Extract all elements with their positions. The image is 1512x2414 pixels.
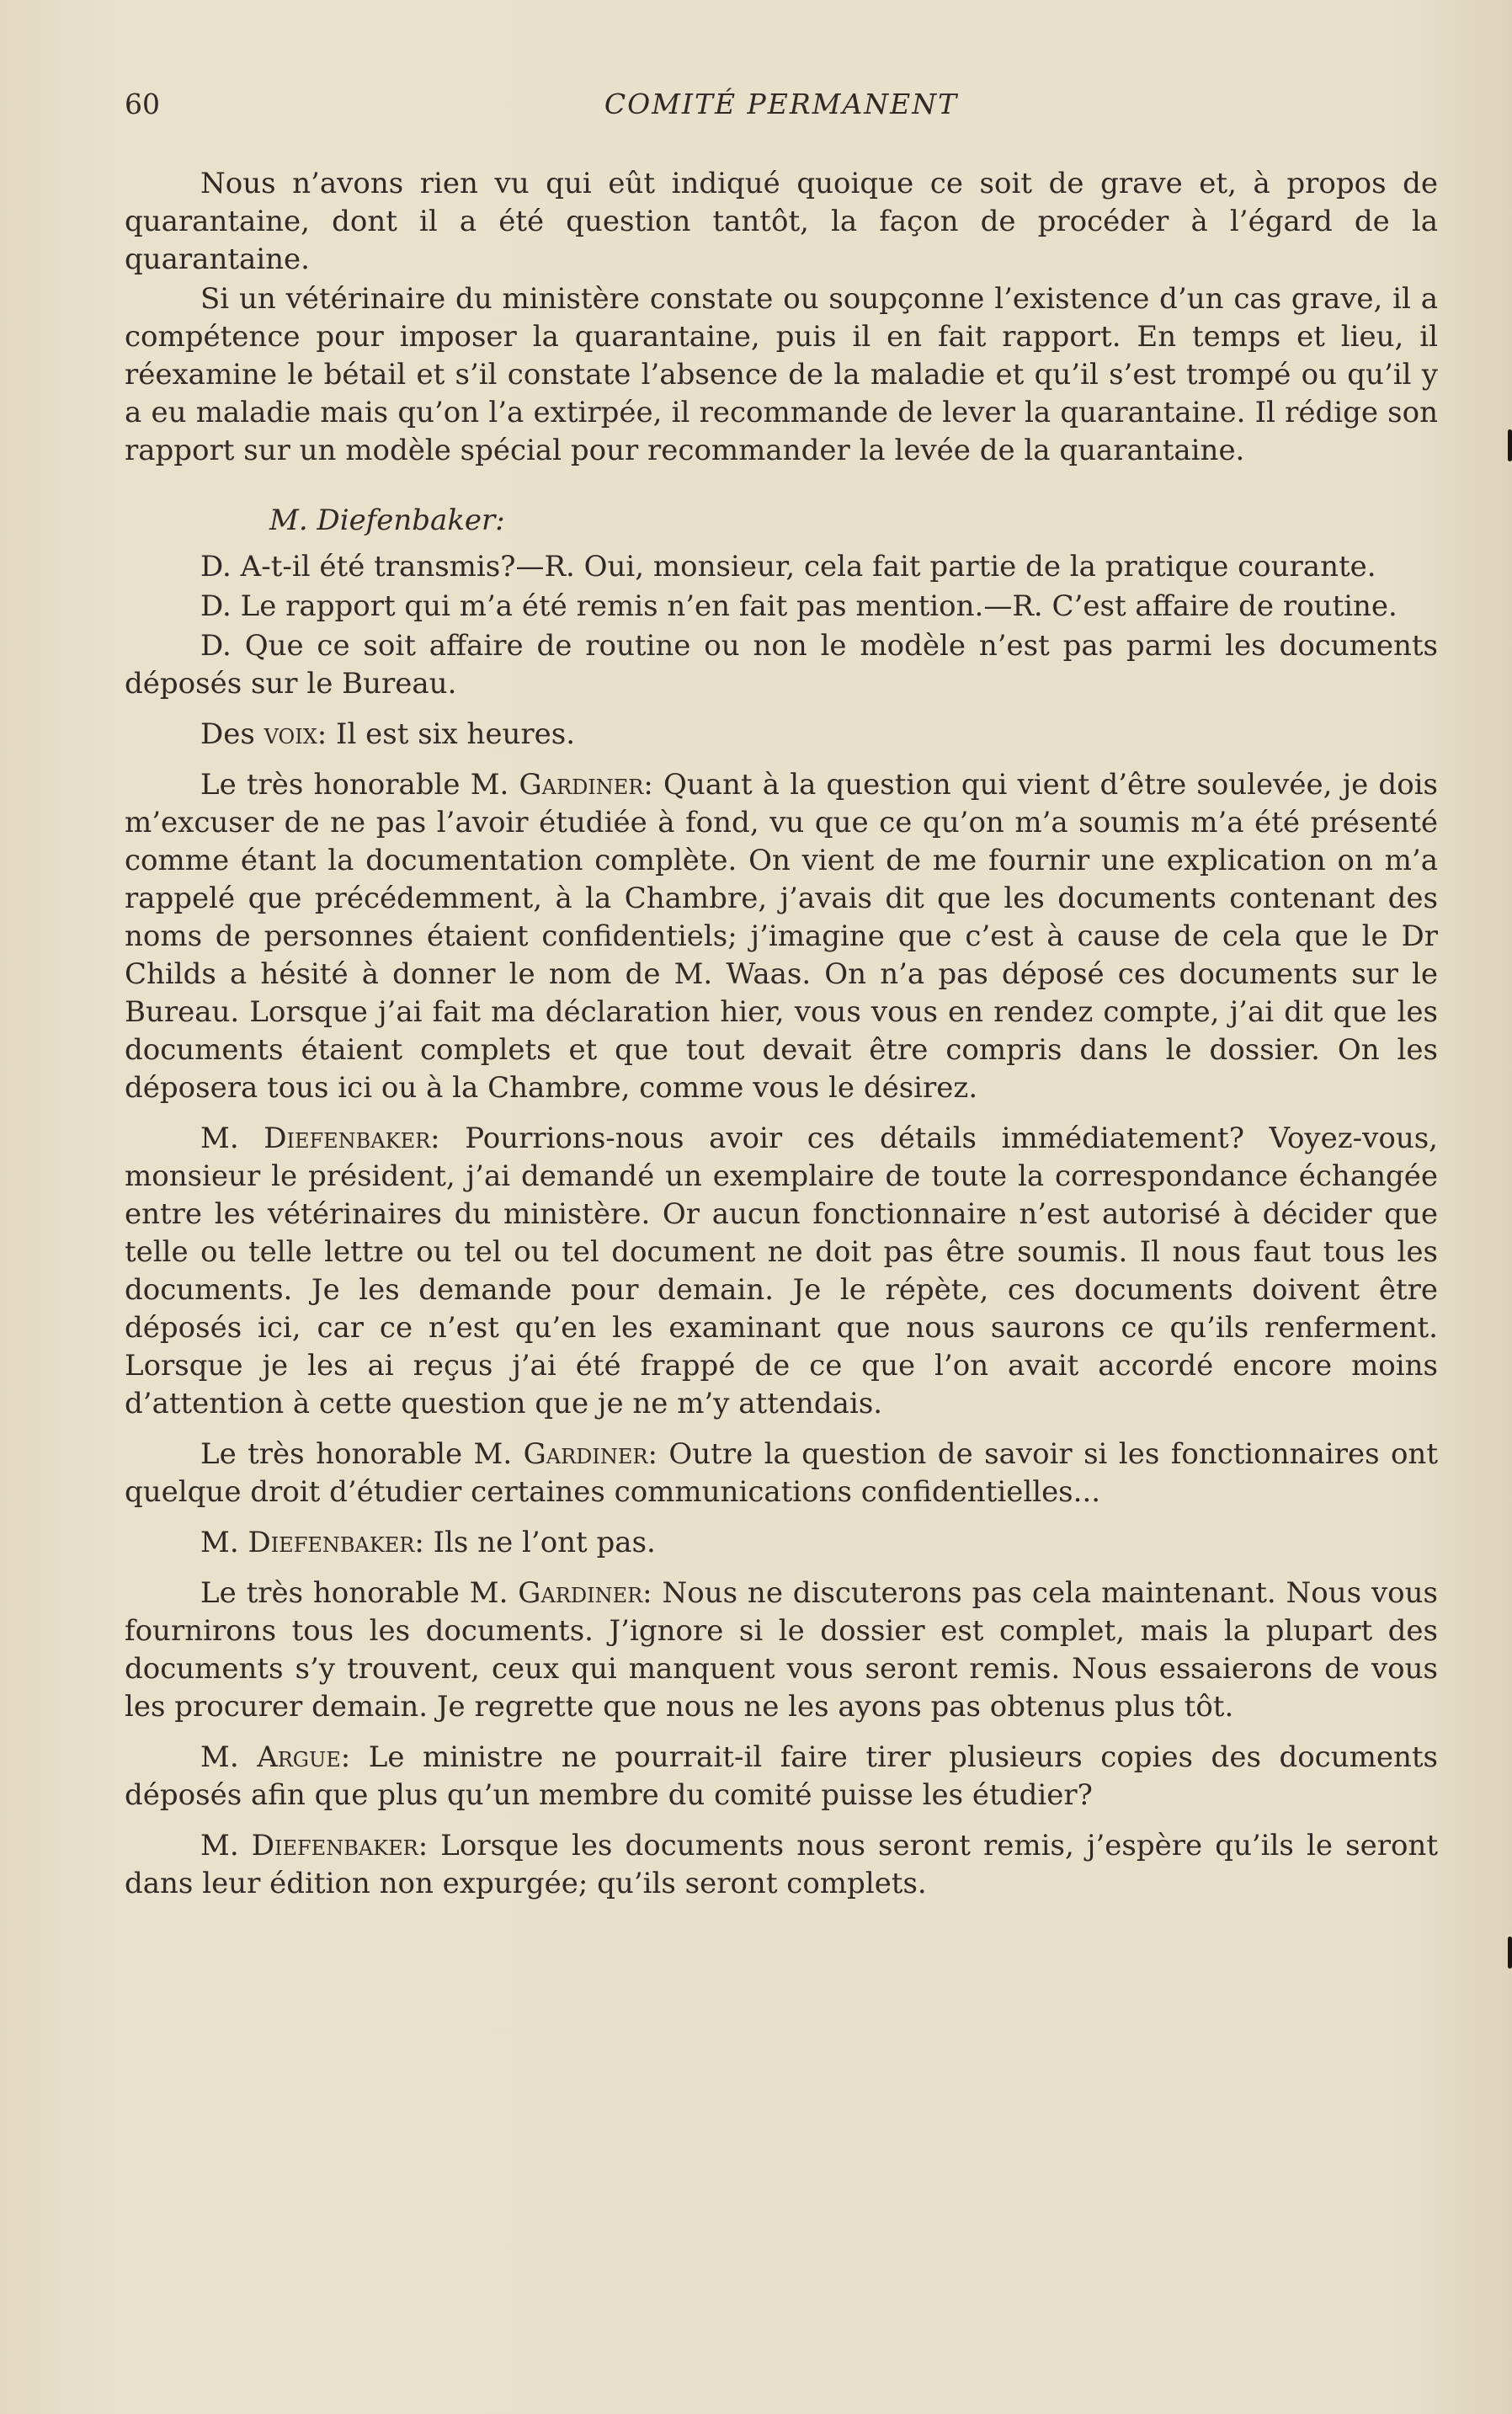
speech-text: : Outre la question de savoir si les fonctionnaires ont quelque droit d’étudier certaines communications confidentielles... — [125, 1437, 1438, 1509]
speaker-prefix: Le très honorable M. — [200, 1576, 519, 1610]
speaker-prefix: M. — [200, 1526, 248, 1559]
speaker-prefix: Le très honorable M. — [200, 768, 519, 802]
speech-text: : Le ministre ne pourrait-il faire tirer plusieurs copies des documents déposés afin que plus qu’un membre du comité puisse les étudier? — [125, 1740, 1438, 1812]
speaker-name: voix — [264, 717, 317, 751]
speech-paragraph — [125, 1524, 1438, 1562]
paragraph: D. Le rapport qui m’a été remis n’en fait pas mention.—R. C’est affaire de routine. — [200, 589, 1398, 623]
speech-paragraph — [125, 1575, 1438, 1726]
paragraph: Nous n’avons rien vu qui eût indiqué quoique ce soit de grave et, à propos de quarantaine, dont il a été question tantôt, la façon de procéder à l’égard de la quarantaine. — [125, 167, 1438, 276]
speaker-name: Gardiner — [523, 1437, 648, 1471]
paragraph: Si un vétérinaire du ministère constate ou soupçonne l’existence d’un cas grave, il a compétence pour imposer la quarantaine, puis il en fait rapport. En temps et lieu, il réexamine le bétail et s’il constate l’absence de la maladie et qu’il s’est trompé ou qu’il y a eu maladie mais qu’on l’a extirpée, il recommande de lever la quarantaine. Il rédige son rapport sur un modèle spécial pour recommander la levée de la quarantaine. — [125, 282, 1438, 467]
speech-text: : Il est six heures. — [317, 717, 576, 751]
binding-mark — [1508, 429, 1512, 461]
speaker-name: Diefenbaker — [251, 1829, 418, 1862]
speech-text: : Nous ne discuterons pas cela maintenant. Nous vous fournirons tous les documents. J’ignore si le dossier est complet, mais la plupart des documents s’y trouvent, ceux qui manquent vous seront remis. Nous essaierons de vous les procurer demain. Je regrette que nous ne les ayons pas obtenus plus tôt. — [125, 1576, 1438, 1724]
speaker-prefix: M. — [200, 1829, 252, 1862]
speaker-heading: M. Diefenbaker: — [269, 504, 505, 537]
speech-text: : Quant à la question qui vient d’être soulevée, je dois m’excuser de ne pas l’avoir étudiée à fond, vu que ce qu’on m’a soumis m’a été présenté comme étant la documentation complète. On vient de me fournir une explication on m’a rappelé que précédemment, à la Chambre, j’avais dit que les documents contenant des noms de personnes étaient confidentiels; j’imagine que c’est à cause de cela que le Dr Childs a hésité à donner le nom de M. Waas. On n’a pas déposé ces documents sur le Bureau. Lorsque j’ai fait ma déclaration hier, vous vous en rendez compte, j’ai dit que les documents étaient complets et que tout devait être compris dans le dossier. On les déposera tous ici ou à la Chambre, comme vous le désirez. — [125, 768, 1438, 1105]
body-text — [125, 165, 1438, 1916]
speech-paragraph — [125, 1436, 1438, 1511]
speaker-name: Gardiner — [518, 1576, 643, 1610]
speaker-name: Gardiner — [519, 768, 644, 802]
speaker-prefix: Le très honorable M. — [200, 1437, 524, 1471]
speech-paragraph — [125, 716, 1438, 754]
speech-text: : Ils ne l’ont pas. — [414, 1526, 656, 1559]
paragraph: D. Que ce soit affaire de routine ou non le modèle n’est pas parmi les documents déposés sur le Bureau. — [125, 629, 1438, 701]
binding-mark — [1508, 1937, 1512, 1969]
speaker-name: Diefenbaker — [264, 1122, 431, 1155]
paragraph: D. A-t-il été transmis?—R. Oui, monsieur, cela fait partie de la pratique courante. — [200, 550, 1376, 584]
speaker-name: Argue — [257, 1740, 341, 1774]
speech-paragraph — [125, 1120, 1438, 1423]
speaker-name: Diefenbaker — [248, 1526, 415, 1559]
page-header — [125, 88, 1438, 130]
speech-paragraph — [125, 1827, 1438, 1903]
running-title: COMITÉ PERMANENT — [604, 88, 959, 120]
speech-paragraph — [125, 1739, 1438, 1814]
speaker-prefix: M. — [200, 1122, 264, 1155]
speaker-prefix: M. — [200, 1740, 258, 1774]
page-number: 60 — [125, 88, 160, 120]
speech-paragraph — [125, 766, 1438, 1107]
speech-text: : Pourrions-nous avoir ces détails immédiatement? Voyez-vous, monsieur le président, j’ai demandé un exemplaire de toute la correspondance échangée entre les vétérinaires du ministère. Or aucun fonctionnaire n’est autorisé à décider que telle ou telle lettre ou tel ou tel document ne doit pas être soumis. Il nous faut tous les documents. Je les demande pour demain. Je le répète, ces documents doivent être déposés ici, car ce n’est qu’en les examinant que nous saurons ce qu’ils renferment. Lorsque je les ai reçus j’ai été frappé de ce que l’on avait accordé encore moins d’attention à cette question que je ne m’y attendais. — [125, 1122, 1438, 1420]
speaker-prefix: Des — [200, 717, 264, 751]
speech-text: : Lorsque les documents nous seront remis, j’espère qu’ils le seront dans leur édition non expurgée; qu’ils seront complets. — [125, 1829, 1438, 1900]
